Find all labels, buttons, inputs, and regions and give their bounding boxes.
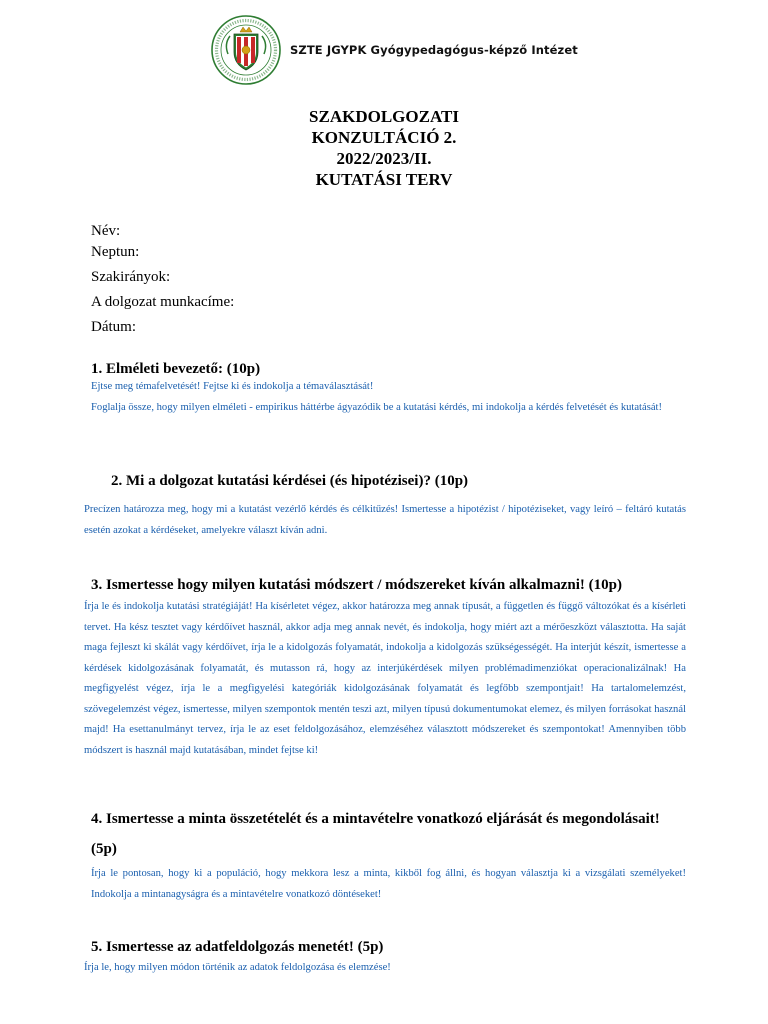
title-line-2: KONZULTÁCIÓ 2.: [311, 128, 457, 147]
section-title: 1. Elméleti bevezető: (10p): [91, 361, 261, 377]
title-line-1: SZAKDOLGOZATI: [309, 107, 459, 126]
section-instructions: [91, 864, 686, 905]
section-title: 2. Mi a dolgozat kutatási kérdései (és hipotézisei)? (10p): [111, 473, 469, 489]
document-title: [0, 106, 768, 190]
instruction-paragraph: Írja le és indokolja kutatási stratégiáját! Ha kísérletet végez, akkor határozza meg annak típusát, a független és függő változókat és a kísérleti tervet. Ha kész tesztet vagy kérdőívet használ, akkor adja meg annak nevét, és indokolja, hogy miért azt a mérőeszközt választotta. Ha saját maga fejleszt ki skálát vagy kérdőívet, írja le a kidolgozás folyamatát, indokolja a kidolgozás szükségességét. Ha interjút készít, ismertesse a kérdések kidolgozásának folyamatát, és mutasson rá, hogy az interjúkérdések milyen problémadimenziókat operacionalizálnak! Ha megfigyelést végez, írja le a megfigyelési kategóriák kidolgozásának folyamatát és legfőbb szempontjait! Ha tartalomelemzést, szövegelemzést végez, ismertesse, milyen szempontok mentén teszi azt, milyen típusú dokumentumokat elemez, és milyen forrásokat használ majd! Ha esettanulmányt tervez, írja le az eset feldolgozásához, elemzéséhez választott módszereket és szempontokat! Amennyiben több módszert is használ majd kutatásában, mindet fejtse ki!: [84, 601, 686, 756]
student-info: [91, 222, 234, 340]
section-title: 5. Ismertesse az adatfeldolgozás menetét! (5p): [91, 939, 384, 955]
working-title-label: A dolgozat munkacíme:: [91, 294, 235, 310]
instruction-paragraph: Írja le, hogy milyen módon történik az adatok feldolgozása és elemzése!: [84, 962, 391, 973]
section-instructions: [84, 597, 686, 761]
section-theoretical-intro: [91, 360, 686, 418]
university-crest-logo-icon: [210, 14, 282, 86]
section-instructions: [91, 377, 686, 418]
specializations-label: Szakirányok:: [91, 269, 171, 285]
institute-name: SZTE JGYPK Gyógypedagógus-képző Intézet: [290, 43, 578, 57]
section-title: 3. Ismertesse hogy milyen kutatási módszert / módszereket kíván alkalmazni! (10p): [91, 577, 622, 593]
name-label: Név:: [91, 223, 121, 239]
section-sample: [84, 804, 686, 905]
title-line-4: KUTATÁSI TERV: [315, 170, 453, 189]
section-data-processing: [84, 938, 686, 979]
section-instructions: [84, 958, 686, 979]
instruction-paragraph: Foglalja össze, hogy milyen elméleti - empirikus háttérbe ágyazódik be a kutatási kérdés, mi indokolja a kérdés felvetését és kutatását!: [91, 401, 662, 413]
instruction-paragraph: Ejtse meg témafelvetését! Fejtse ki és indokolja a témaválasztását!: [91, 381, 374, 392]
section-research-questions: [84, 472, 686, 541]
section-title: 4. Ismertesse a minta összetételét és a mintavételre vonatkozó eljárását és megondolásait! (5p): [91, 811, 660, 857]
date-label: Dátum:: [91, 319, 136, 335]
instruction-paragraph: Precízen határozza meg, hogy mi a kutatást vezérlő kérdés és célkitűzés! Ismertesse a hipotézist / hipotéziseket, vagy leíró – feltáró kutatás esetén azokat a kérdéseket, amelyekre választ kíván adni.: [84, 504, 686, 536]
section-instructions: [84, 500, 686, 541]
section-research-methods: [84, 576, 686, 761]
document-header: [210, 14, 578, 86]
instruction-paragraph: Írja le pontosan, hogy ki a populáció, hogy mekkora lesz a minta, kikből fog állni, és hogyan választja ki a vizsgálati személyeket! Indokolja a mintanagyságra és a mintavételre vonatkozó döntéseket!: [91, 868, 686, 900]
title-line-3: 2022/2023/II.: [336, 149, 432, 168]
neptun-label: Neptun:: [91, 244, 140, 260]
